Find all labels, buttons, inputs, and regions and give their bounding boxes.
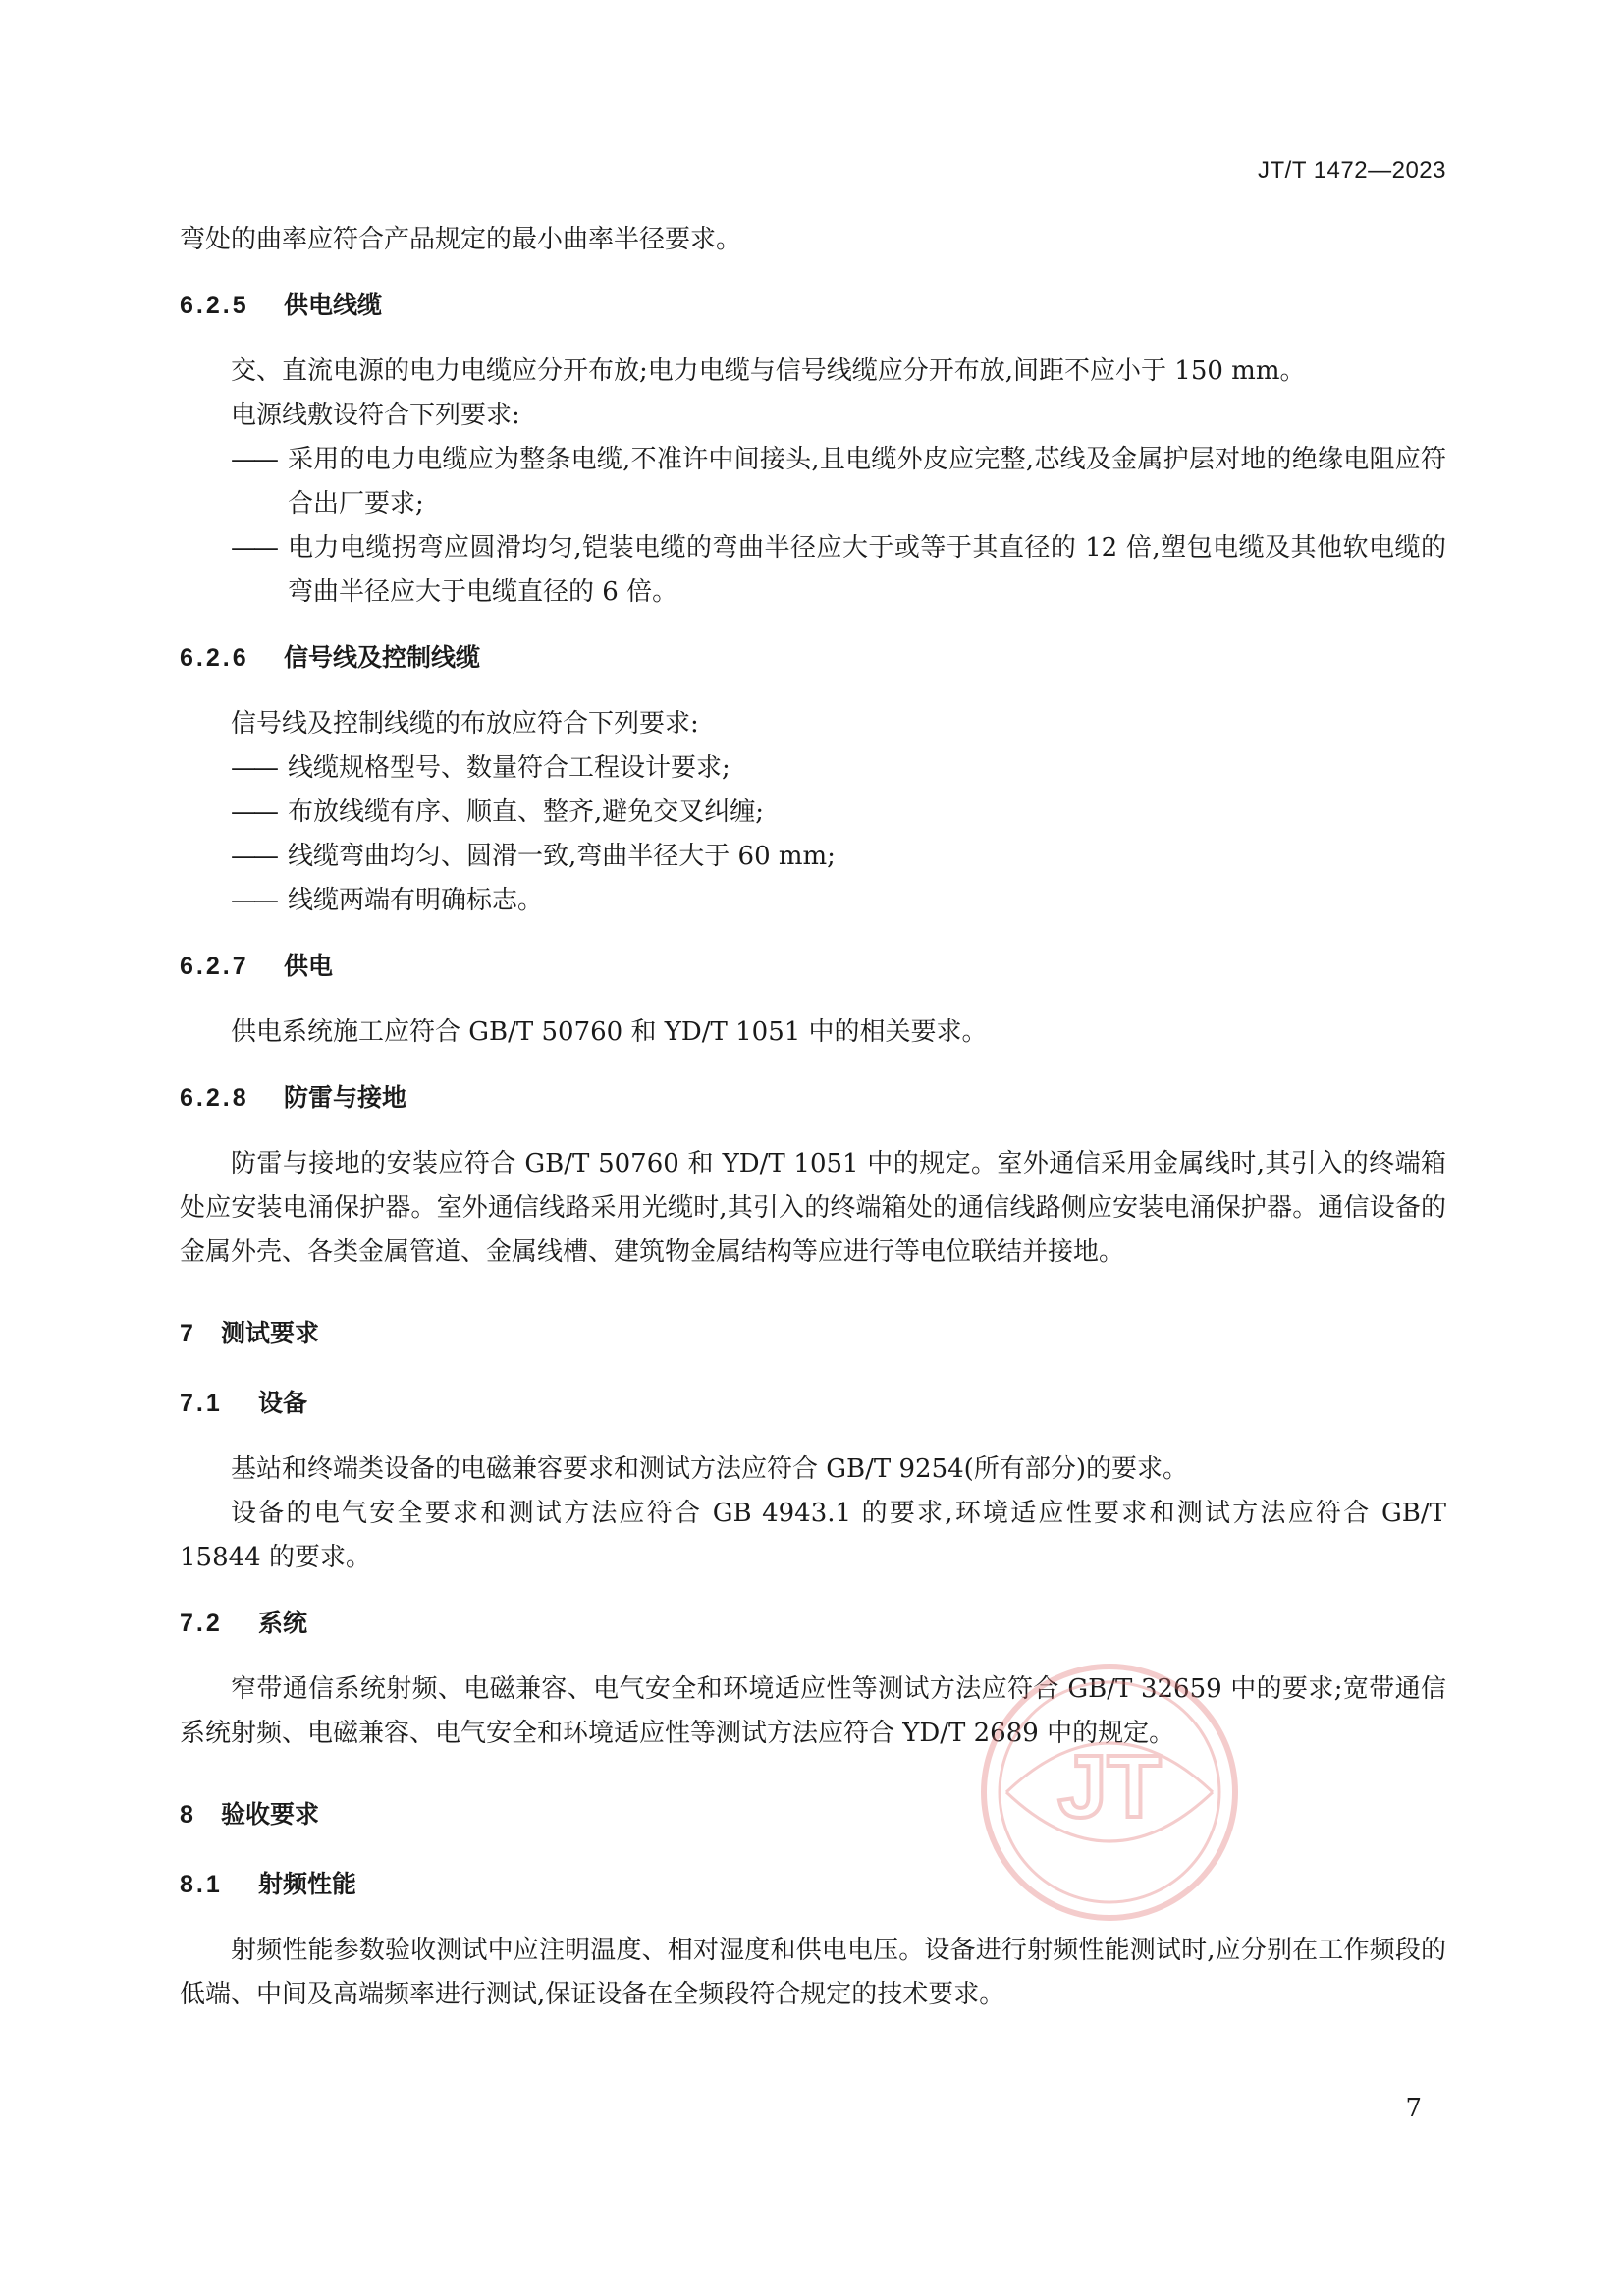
chapter-number: 8 [180,1801,196,1829]
paragraph: 基站和终端类设备的电磁兼容要求和测试方法应符合 GB/T 9254(所有部分)的要求。 [231,1454,1188,1484]
stamp-text: JT [1057,1738,1162,1836]
chapter-title: 验收要求 [221,1801,320,1829]
dash-bullet: —— [231,797,276,827]
standard-number: JT/T 1472—2023 [1257,157,1446,184]
section-title: 射频性能 [258,1871,357,1898]
paragraph: 设备的电气安全要求和测试方法应符合 GB 4943.1 的要求,环境适应性要求和测试方法应符合 GB/T 15844 的要求。 [180,1499,1446,1572]
paragraph: 信号线及控制线缆的布放应符合下列要求: [231,709,699,738]
document-body [180,218,1446,2017]
paragraph: 窄带通信系统射频、电磁兼容、电气安全和环境适应性等测试方法应符合 GB/T 32659 中的要求;宽带通信系统射频、电磁兼容、电气安全和环境适应性等测试方法应符合 YD/T 2689 中的规定。 [180,1674,1446,1748]
list-item-text: 线缆两端有明确标志。 [288,886,544,915]
section-title: 系统 [258,1610,308,1637]
section-number: 7.2 [180,1610,223,1637]
section-number: 6.2.5 [180,292,249,319]
list-item-text: 电力电缆拐弯应圆滑均匀,铠装电缆的弯曲半径应大于或等于其直径的 12 倍,塑包电缆及其他软电缆的弯曲半径应大于电缆直径的 6 倍。 [288,533,1446,607]
paragraph: 供电系统施工应符合 GB/T 50760 和 YD/T 1051 中的相关要求。 [231,1017,988,1047]
jt-watermark-stamp [977,1660,1242,1925]
list-item [180,526,1446,615]
dash-bullet: —— [231,842,276,871]
dash-bullet: —— [231,533,276,563]
heading-6-2-7 [180,945,1446,989]
paragraph-continuation: 弯处的曲率应符合产品规定的最小曲率半径要求。 [180,225,742,254]
dash-bullet: —— [231,753,276,783]
paragraph: 电源线敷设符合下列要求: [231,401,520,430]
heading-7-2 [180,1602,1446,1646]
heading-7-1 [180,1382,1446,1426]
heading-8 [180,1793,1446,1837]
dash-bullet: —— [231,886,276,915]
list-item-text: 布放线缆有序、顺直、整齐,避免交叉纠缠; [288,797,765,827]
heading-6-2-8 [180,1076,1446,1121]
section-number: 6.2.7 [180,953,249,980]
list-item [180,835,1446,879]
section-title: 供电线缆 [284,292,383,319]
chapter-number: 7 [180,1320,196,1347]
list-item-text: 线缆规格型号、数量符合工程设计要求; [288,753,730,783]
section-title: 信号线及控制线缆 [284,644,481,672]
heading-6-2-5 [180,284,1446,328]
section-number: 6.2.8 [180,1084,249,1112]
paragraph: 射频性能参数验收测试中应注明温度、相对湿度和供电电压。设备进行射频性能测试时,应分别在工作频段的低端、中间及高端频率进行测试,保证设备在全频段符合规定的技术要求。 [180,1936,1446,2009]
chapter-title: 测试要求 [221,1320,320,1347]
list-item-text: 线缆弯曲均匀、圆滑一致,弯曲半径大于 60 mm; [288,842,836,871]
list-item [180,746,1446,791]
heading-7 [180,1312,1446,1356]
section-number: 6.2.6 [180,644,249,672]
section-title: 设备 [258,1390,308,1417]
list-item-text: 采用的电力电缆应为整条电缆,不准许中间接头,且电缆外皮应完整,芯线及金属护层对地的绝缘电阻应符合出厂要求; [288,445,1446,519]
list-item [180,791,1446,835]
section-title: 防雷与接地 [284,1084,407,1112]
list-item [180,438,1446,526]
section-number: 8.1 [180,1871,223,1898]
paragraph: 防雷与接地的安装应符合 GB/T 50760 和 YD/T 1051 中的规定。室外通信采用金属线时,其引入的终端箱处应安装电涌保护器。室外通信线路采用光缆时,其引入的终端箱处的通信线路侧应安装电涌保护器。通信设备的金属外壳、各类金属管道、金属线槽、建筑物金属结构等应进行等电位联结并接地。 [180,1149,1446,1267]
section-title: 供电 [284,953,334,980]
page-number: 7 [1405,2094,1422,2123]
list-item [180,879,1446,923]
heading-6-2-6 [180,636,1446,681]
dash-bullet: —— [231,445,276,474]
paragraph: 交、直流电源的电力电缆应分开布放;电力电缆与信号线缆应分开布放,间距不应小于 150 mm。 [231,356,1306,386]
section-number: 7.1 [180,1390,223,1417]
heading-8-1 [180,1863,1446,1907]
